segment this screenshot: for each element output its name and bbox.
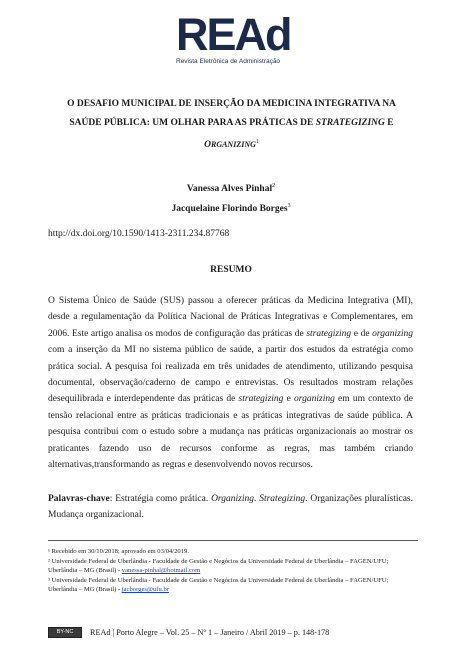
page-footer [48, 625, 418, 639]
abstract-heading: RESUMO [210, 265, 252, 275]
author-1 [0, 178, 462, 198]
author-name: Jacquelaine Florindo Borges [171, 204, 288, 215]
keywords-italic: Strategizing [259, 494, 306, 504]
abstract-italic: organizing [372, 328, 413, 339]
author-2 [0, 198, 462, 218]
article-title [48, 95, 415, 155]
cc-license-icon[interactable] [48, 627, 82, 638]
title-italic-small: RGANIZING [210, 140, 256, 150]
footnote-1: ¹ Recebido em 30/10/2018; aprovado em 03/04/2019. [48, 548, 189, 555]
keywords-text: . [254, 494, 260, 504]
abstract-italic: strategizing [306, 328, 352, 339]
footnotes [48, 540, 418, 595]
abstract-text: O Sistema Único de Saúde (SUS) passou a oferecer práticas da Medicina Integrativa (MI), desde a regulamentação da Política Nacional de Práticas Integrativas e Complementares, em 2006. Este artigo analisa os modos de configuração das práticas de [48, 296, 413, 339]
abstract-italic: strategizing [238, 394, 284, 405]
doi-link[interactable]: http://dx.doi.org/10.1590/1413-2311.234.87768 [48, 229, 230, 239]
abstract-text: e [283, 394, 295, 405]
title-italic: STRATEGIZING [315, 118, 385, 128]
footnote-2 [48, 557, 418, 576]
keywords-text: : Estratégia como prática. [109, 494, 212, 504]
cc-license-label: BY-NC [56, 629, 74, 635]
abstract-body [48, 293, 413, 473]
abstract-text: com a inserção da MI no sistema público de saúde, a partir dos estudos da estratégia como prática social. A pesquisa foi realizada em três unidades de atendimento, utilizando pesquisa documental, observação/caderno de campo e entrevistas. Os resultados mostram relações desequilibrada e interdependente das práticas de [48, 345, 413, 405]
logo-subtitle: Revista Eletrônica de Administração [176, 58, 281, 65]
abstract-italic: organizing [294, 394, 335, 405]
footnote-ref[interactable]: 2 [272, 183, 276, 189]
author-name: Vanessa Alves Pinhal [186, 184, 273, 195]
journal-logo [176, 9, 291, 65]
email-link[interactable]: jacborges@ufu.br [121, 586, 169, 594]
footnote-ref[interactable]: 1 [255, 139, 259, 145]
title-line-1: O DESAFIO MUNICIPAL DE INSERÇÃO DA MEDICINA INTEGRATIVA NA [67, 99, 396, 109]
title-line-2 [48, 114, 415, 133]
footnote-3 [48, 576, 418, 595]
abstract-text: e de [351, 328, 373, 339]
footer-citation: REAd | Porto Alegre – Vol. 25 – Nº 1 – Janeiro / Abril 2019 – p. 148-178 [90, 627, 330, 637]
footnote-text: ² Universidade Federal de Uberlândia - Faculdade de Gestão e Negócios da Universidade Federal de Uberlândia – FAGEN/UFU; Uberlândia – MG (Brasil) - [48, 557, 389, 575]
title-text: SAÚDE PÚBLICA: UM OLHAR PARA AS PRÁTICAS DE [69, 118, 316, 128]
keywords [48, 491, 413, 523]
keywords-text: . Organizações pluralísticas. Mudança organizacional. [48, 494, 413, 520]
title-text: E [384, 118, 394, 128]
abstract-text: em um contexto de tensão relacional entre as práticas tradicionais e as práticas integrativas de saúde pública. A pesquisa contribui com o estudo sobre a mudança nas práticas organizacionais ao mostrar os praticantes fazendo uso de recursos conforme as regras, mas também criando alternativas,transformando as regras e desenvolvendo novos recursos. [48, 394, 413, 471]
footnote-ref[interactable]: 3 [287, 203, 291, 210]
keywords-italic: Organizing [211, 494, 254, 504]
keywords-label: Palavras-chave [48, 494, 110, 504]
email-link[interactable]: vanessa-pinhal@hotmail.com [121, 567, 201, 575]
footnote-text: ³ Universidade Federal de Uberlândia - Faculdade de Gestão e Negócios da Universidade Federal de Uberlândia – FAGEN/UFU; Uberlândia – MG (Brasil) - [48, 576, 389, 594]
author-list [0, 178, 462, 218]
title-italic: O [204, 140, 211, 151]
title-line-3 [48, 133, 415, 155]
logo-wordmark: REAd [176, 9, 291, 60]
